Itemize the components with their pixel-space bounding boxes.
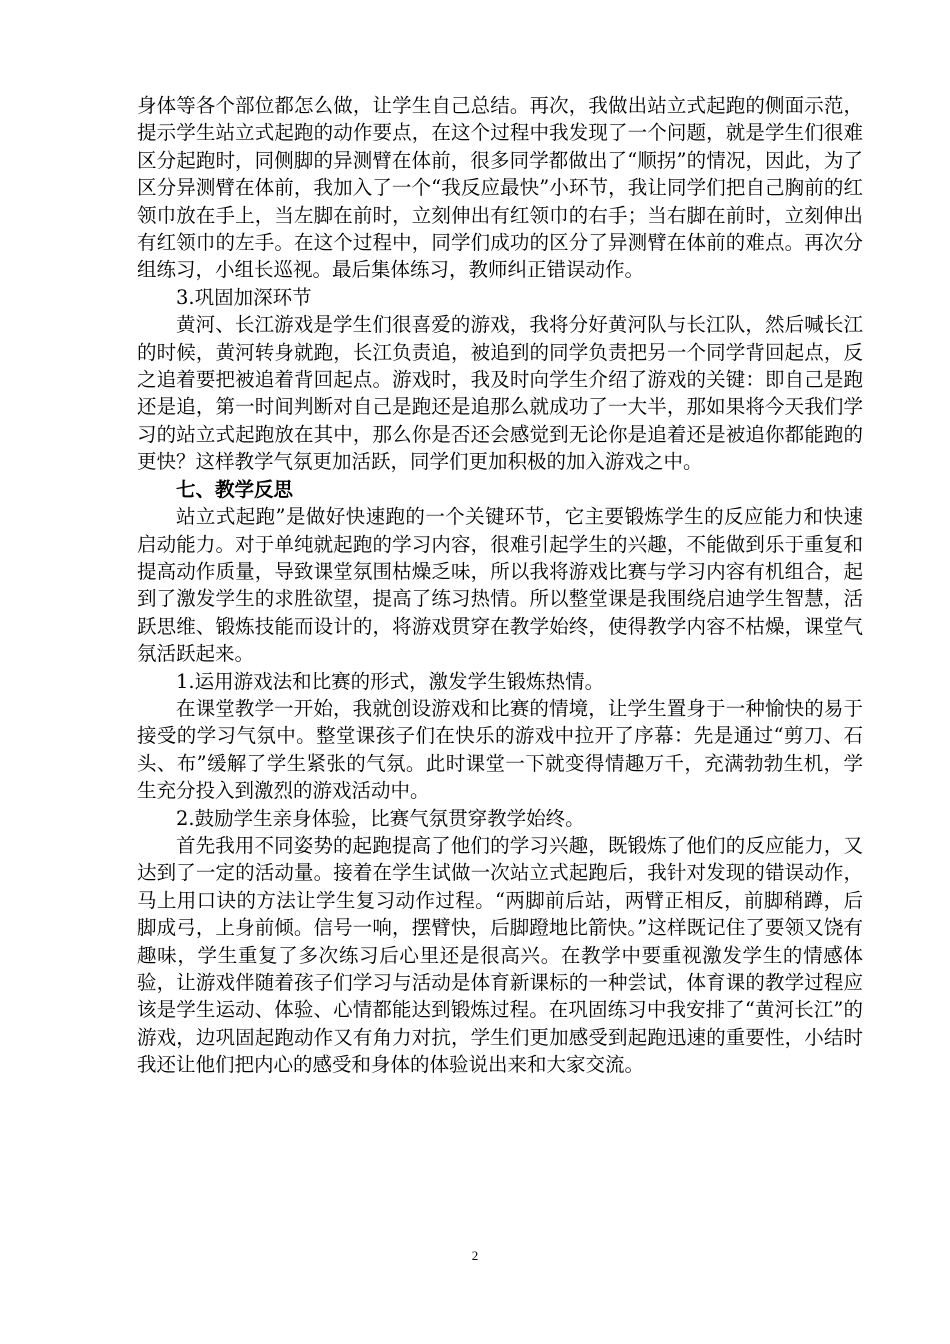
subheading-point-1: 1.运用游戏法和比赛的形式，激发学生锻炼热情。 [176, 669, 605, 693]
paragraph-continuation: 身体等各个部位都怎么做，让学生自己总结。再次，我做出站立式起跑的侧面示范，提示学生站立式起跑的动作要点，在这个过程中我发现了一个问题，就是学生们很难区分起跑时，同侧脚的异测臂在体前，很多同学都做出了“顺拐”的情况，因此，为了区分异测臂在体前，我加入了一个“我反应最快”小环节，我让同学们把自己胸前的红领巾放在手上，当左脚在前时，立刻伸出有红领巾的右手；当右脚在前时，立刻伸出有红领巾的左手。在这个过程中，同学们成功的区分了异测臂在体前的难点。再次分组练习，小组长巡视。最后集体练习，教师纠正错误动作。 [137, 94, 863, 282]
section-heading-reflection: 七、教学反思 [176, 477, 294, 501]
subheading-point-2: 2.鼓励学生亲身体验，比赛气氛贯穿教学始终。 [176, 806, 585, 830]
paragraph-point-2: 首先我用不同姿势的起跑提高了他们的学习兴趣，既锻炼了他们的反应能力，又达到了一定的活动量。接着在学生试做一次站立式起跑后，我针对发现的错误动作，马上用口诀的方法让学生复习动作过程。“两脚前后站，两臂正相反，前脚稍蹲，后脚成弓，上身前倾。信号一响，摆臂快，后脚蹬地比箭快。”这样既记住了要领又饶有趣味，学生重复了多次练习后心里还是很高兴。在教学中要重视激发学生的情感体验，让游戏伴随着孩子们学习与活动是体育新课标的一种尝试，体育课的教学过程应该是学生运动、体验、心情都能达到锻炼过程。在巩固练习中我安排了“黄河长江”的游戏，边巩固起跑动作又有角力对抗，学生们更加感受到起跑迅速的重要性，小结时我还让他们把内心的感受和身体的体验说出来和大家交流。 [137, 833, 863, 1077]
paragraph-reflection-intro: 站立式起跑”是做好快速跑的一个关键环节，它主要锻炼学生的反应能力和快速启动能力。对于单纯就起跑的学习内容，很难引起学生的兴趣，不能做到乐于重复和提高动作质量，导致课堂氛围枯燥乏味，所以我将游戏比赛与学习内容有机组合，起到了激发学生的求胜欲望，提高了练习热情。所以整堂课是我围绕启迪学生智慧，活跃思维、锻炼技能而设计的，将游戏贯穿在教学始终，使得教学内容不枯燥，课堂气氛活跃起来。 [137, 505, 863, 666]
document-body [137, 92, 863, 1079]
paragraph-point-1: 在课堂教学一开始，我就创设游戏和比赛的情境，让学生置身于一种愉快的易于接受的学习气氛中。整堂课孩子们在快乐的游戏中拉开了序幕：先是通过“剪刀、石头、布”缓解了学生紧张的气氛。此时课堂一下就变得情趣万千，充满勃勃生机，学生充分投入到激烈的游戏活动中。 [137, 696, 863, 803]
subheading-consolidation: 3.巩固加深环节 [176, 285, 312, 309]
page-number: 2 [471, 1248, 479, 1263]
paragraph-game-description: 黄河、长江游戏是学生们很喜爱的游戏，我将分好黄河队与长江队，然后喊长江的时候，黄河转身就跑，长江负责追，被追到的同学负责把另一个同学背回起点，反之追着要把被追着背回起点。游戏时，我及时向学生介绍了游戏的关键：即自己是跑还是追，第一时间判断对自己是跑还是追那么就成功了一大半，那如果将今天我们学习的站立式起跑放在其中，那么你是否还会感觉到无论你是追着还是被追你都能跑的更快？这样教学气氛更加活跃，同学们更加积极的加入游戏之中。 [137, 313, 863, 474]
